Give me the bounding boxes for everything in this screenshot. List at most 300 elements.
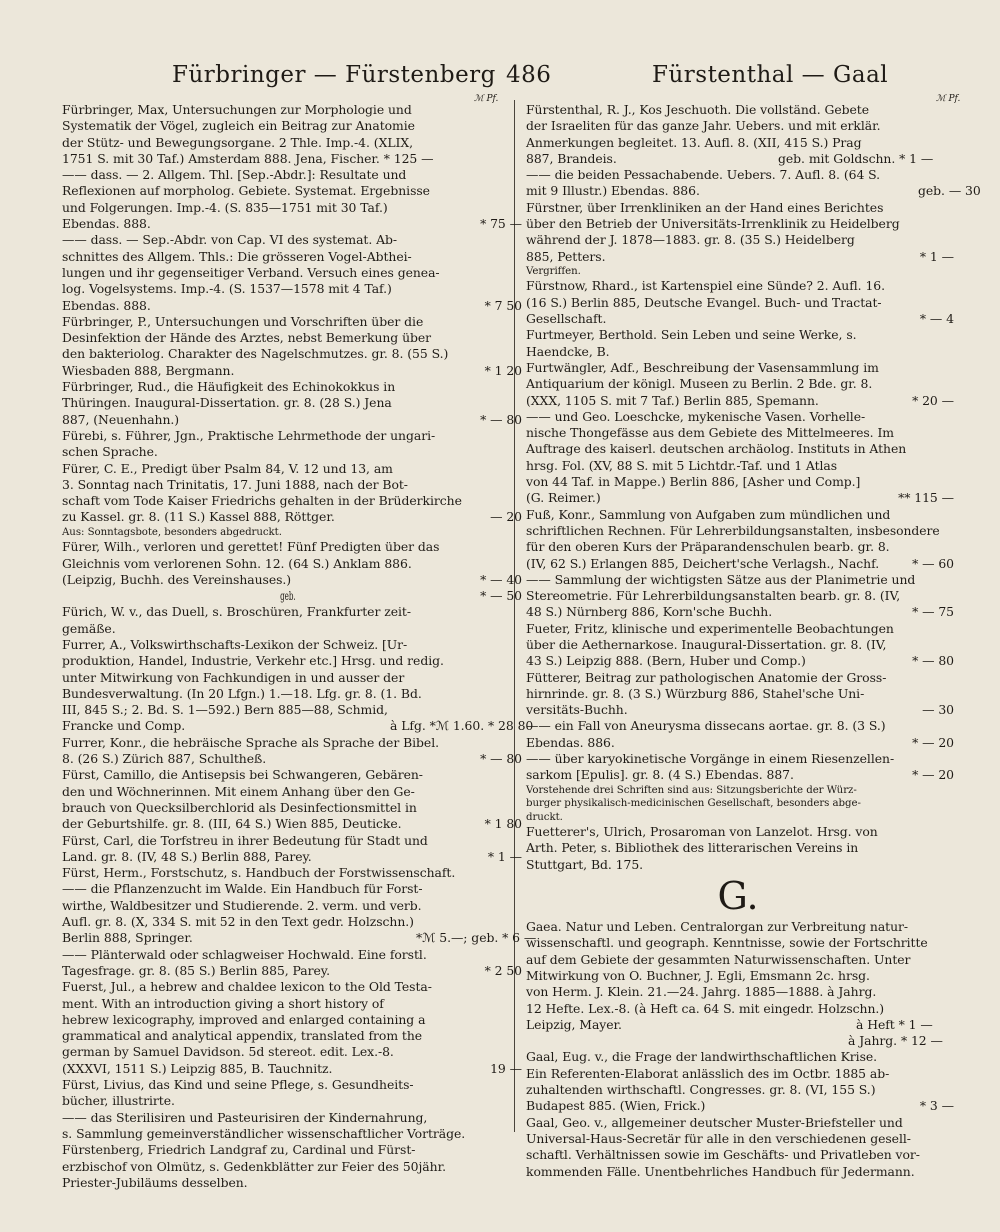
entry-text: Stuttgart, Bd. 175. <box>526 856 644 872</box>
entry-line <box>526 360 940 376</box>
entry-text: wirthe, Waldbesitzer und Studierende. 2. verm. und verb. <box>62 897 422 913</box>
entry-text: Furrer, Konr., die hebräische Sprache als Sprache der Bibel. <box>62 734 440 750</box>
entry-line <box>62 346 514 362</box>
entry-text: Fürst, Carl, die Torfstreu in ihrer Bedeutung für Stadt und <box>62 832 428 848</box>
entry-text: für den oberen Kurs der Präparandenschulen bearb. gr. 8. <box>526 539 890 555</box>
entry-line <box>526 425 940 441</box>
entry-text: Fürst, Herm., Forstschutz, s. Handbuch der Forstwissenschaft. <box>62 865 456 881</box>
entry-line <box>62 1126 514 1142</box>
price: à Heft * 1 — <box>856 1016 933 1032</box>
entry-line <box>526 637 940 653</box>
entry-text: Fürstenberg, Friedrich Landgraf zu, Cardinal und Fürst- <box>62 1142 416 1158</box>
entry-text: brauch von Quecksilberchlorid als Desinfectionsmittel in <box>62 799 417 815</box>
price: * 2 50 <box>484 962 522 978</box>
entry-text: —— die beiden Pessachabende. Uebers. 7. Aufl. 8. (64 S. <box>526 167 881 183</box>
entry-text: schaftl. Verhältnissen sowie im Geschäfts- und Privatleben vor- <box>526 1147 920 1163</box>
price: * 1 — <box>487 848 522 864</box>
entry-line <box>62 200 514 216</box>
entry-line <box>62 996 514 1012</box>
entry-text: —— die Pflanzenzucht im Walde. Ein Handbuch für Forst- <box>62 881 423 897</box>
price: * 75 — <box>480 216 522 232</box>
entry-line <box>62 767 514 783</box>
entry-text: Gaea. Natur und Leben. Centralorgan zur Verbreitung natur- <box>526 919 909 935</box>
entry-line <box>526 968 940 984</box>
entry-text: (G. Reimer.) <box>526 490 601 506</box>
entry-text: sarkom [Epulis]. gr. 8. (4 S.) Ebendas. 887. <box>526 767 794 783</box>
entry-line <box>62 1060 522 1077</box>
entry-text: Anmerkungen begleitet. 13. Aufl. 8. (XII, 415 S.) Prag <box>526 134 862 150</box>
entry-line <box>62 1093 514 1109</box>
left-column <box>62 102 537 1191</box>
entry-text: Universal-Haus-Secretär für alle in den verschiedenen gesell- <box>526 1130 911 1146</box>
entry-line <box>526 935 940 951</box>
entry-text: Vorstehende drei Schriften sind aus: Sitzungsberichte der Würz- <box>526 784 857 796</box>
entry-text: und Folgerungen. Imp.-4. (S. 835—1751 mit 30 Taf.) <box>62 199 388 215</box>
entry-text: Tagesfrage. gr. 8. (85 S.) Berlin 885, Parey. <box>62 962 330 978</box>
entry-line <box>526 767 954 783</box>
entry-text: (16 S.) Berlin 885, Deutsche Evangel. Buch- und Tractat- <box>526 294 882 310</box>
entry-line <box>526 311 954 327</box>
entry-line <box>62 604 514 620</box>
entry-text: schriftlichen Rechnen. Für Lehrerbildungsanstalten, insbesondere <box>526 522 940 538</box>
entry-line <box>62 751 522 767</box>
entry-text: Ein Referenten-Elaborat anlässlich des im Octbr. 1885 ab- <box>526 1065 890 1081</box>
entry-text: über die Aethernarkose. Inaugural-Dissertation. gr. 8. (IV, <box>526 637 887 652</box>
entry-text: 887, Brandeis. <box>526 150 617 166</box>
entry-line <box>62 477 514 493</box>
entry-line <box>62 1110 514 1126</box>
price: * 1 — <box>919 248 954 264</box>
price: * — 40 <box>480 571 522 587</box>
price: * 20 — <box>912 392 954 408</box>
entry-line <box>526 919 940 935</box>
entry-line <box>62 930 537 946</box>
entry-line <box>526 702 954 718</box>
entry-line <box>62 1028 514 1044</box>
entry-text: Fuerst, Jul., a hebrew and chaldee lexicon to the Old Testa- <box>62 979 432 995</box>
entry-line <box>62 833 514 849</box>
entry-text: Fuetterer's, Ulrich, Prosaroman von Lanzelot. Hrsg. von <box>526 824 878 840</box>
entry-text: —— Plänterwald oder schlagweiser Hochwald. Eine forstl. <box>62 946 427 962</box>
entry-line <box>62 461 514 477</box>
entry-text: —— ein Fall von Aneurysma dissecans aortae. gr. 8. (3 S.) <box>526 718 886 734</box>
entry-text: Fütterer, Beitrag zur pathologischen Anatomie der Gross- <box>526 669 887 685</box>
price: * — 60 <box>912 555 954 571</box>
price: ** 115 — <box>898 490 954 506</box>
entry-text: 885, Petters. <box>526 248 606 264</box>
entry-line <box>526 200 940 216</box>
entry-text: 887, (Neuenhahn.) <box>62 411 180 427</box>
entry-text: wissenschaftl. und geograph. Kenntnisse, sowie der Fortschritte <box>526 935 928 951</box>
entry-line <box>526 151 940 167</box>
entry-line <box>526 1049 940 1065</box>
entry-line <box>62 686 514 702</box>
entry-line <box>62 979 514 995</box>
entry-text: Fürbringer, Max, Untersuchungen zur Morphologie und <box>62 102 412 117</box>
entry-text: Gaal, Geo. v., allgemeiner deutscher Muster-Briefsteller und <box>526 1114 903 1130</box>
price: * — 80 <box>912 653 954 669</box>
entry-line <box>62 865 514 881</box>
entry-text: Systematik der Vögel, zugleich ein Beitrag zur Anatomie <box>62 118 415 134</box>
entry-line <box>526 555 954 572</box>
entry-text: (Leipzig, Buchh. des Vereinshauses.) <box>62 571 292 587</box>
entry-text: kommenden Fälle. Unentbehrliches Handbuch für Jedermann. <box>526 1163 915 1179</box>
entry-line <box>526 1017 940 1033</box>
price: * — 50 <box>480 588 522 604</box>
entry-line <box>526 686 940 702</box>
price: geb. — 30 <box>918 183 981 199</box>
entry-text: s. Sammlung gemeinverständlicher wissenschaftlicher Vorträge. <box>62 1125 466 1141</box>
entry-line <box>62 670 514 686</box>
entry-line <box>526 216 940 232</box>
entry-line <box>526 102 940 118</box>
entry-line <box>526 718 940 734</box>
entry-text: der Geburtshilfe. gr. 8. (III, 64 S.) Wien 885, Deuticke. <box>62 816 402 832</box>
entry-text: Bundesverwaltung. (In 20 Lfgn.) 1.—18. Lfg. gr. 8. (1. Bd. <box>62 685 422 701</box>
section-letter: G. <box>717 874 759 919</box>
entry-line <box>62 249 514 265</box>
entry-line <box>62 784 514 800</box>
currency-label-left: ℳ Pf. <box>474 94 499 104</box>
entry-text: Auftrage des kaiserl. deutschen archäolog. Instituts in Athen <box>526 441 907 457</box>
entry-line <box>526 232 940 248</box>
entry-line <box>62 898 514 914</box>
entry-line <box>62 637 514 653</box>
price: * — 20 <box>912 767 954 783</box>
entry-text: Desinfektion der Hände des Arztes, nebst Bemerkung über <box>62 330 432 346</box>
entry-text: 3. Sonntag nach Trinitatis, 17. Juni 1888, nach der Bot- <box>62 476 408 492</box>
entry-text: —— dass. — Sep.-Abdr. von Cap. VI des systemat. Ab- <box>62 232 398 248</box>
entry-text: Furtmeyer, Berthold. Sein Leben und seine Werke, s. <box>526 327 857 343</box>
entry-line <box>526 670 940 686</box>
entry-line <box>526 1082 940 1098</box>
price: * 7 50 <box>484 297 522 313</box>
entry-text: Wiesbaden 888, Bergmann. <box>62 362 235 378</box>
entry-line <box>62 314 514 330</box>
entry-line <box>526 1131 940 1147</box>
entry-line <box>62 914 514 930</box>
entry-text: Gesellschaft. <box>526 311 607 327</box>
entry-text: —— dass. — 2. Allgem. Thl. [Sep.-Abdr.]: Resultate und <box>62 167 407 183</box>
entry-line <box>526 441 940 457</box>
entry-line <box>62 556 514 572</box>
entry-line <box>526 295 940 311</box>
entry-text: Fürer, C. E., Predigt über Psalm 84, V. 12 und 13, am <box>62 460 393 476</box>
entry-line <box>62 848 522 865</box>
note-line <box>526 811 940 825</box>
entry-text: ment. With an introduction giving a short history of <box>62 995 384 1011</box>
note-line <box>62 526 514 540</box>
price: * — 80 <box>480 751 522 767</box>
entry-line <box>62 735 514 751</box>
entry-line <box>62 183 514 199</box>
entry-text: —— Sammlung der wichtigsten Sätze aus der Planimetrie und <box>526 571 916 587</box>
entry-line <box>526 1147 940 1163</box>
entry-text: Fürer, Wilh., verloren und gerettet! Fünf Predigten über das <box>62 539 440 555</box>
price: * — 75 <box>912 604 954 620</box>
entry-line <box>526 376 940 392</box>
price: * — 20 <box>912 734 954 750</box>
price: à Lfg. *ℳ 1.60. * 28 80 <box>390 718 534 734</box>
entry-line <box>62 135 514 151</box>
entry-line <box>62 216 522 232</box>
entry-line <box>526 523 940 539</box>
entry-text: Mitwirkung von O. Buchner, J. Egli, Emsmann 2c. hrsg. <box>526 967 870 983</box>
entry-text: über den Betrieb der Universitäts-Irrenklinik zu Heidelberg <box>526 216 900 232</box>
entry-text: Fürst, Livius, das Kind und seine Pflege, s. Gesundheits- <box>62 1077 414 1093</box>
price: — 30 <box>922 702 954 718</box>
entry-line <box>526 344 940 360</box>
price: * — 4 <box>919 311 954 327</box>
currency-label-right: ℳ Pf. <box>936 94 961 104</box>
entry-line <box>526 183 981 199</box>
entry-text: —— das Sterilisiren und Pasteurisiren der Kindernahrung, <box>62 1109 428 1125</box>
entry-text: Leipzig, Mayer. <box>526 1016 622 1032</box>
entry-line <box>526 167 940 183</box>
entry-line <box>62 395 514 411</box>
entry-text: Antiquarium der königl. Museen zu Berlin. 2 Bde. gr. 8. <box>526 376 873 392</box>
entry-text: 48 S.) Nürnberg 886, Korn'sche Buchh. <box>526 604 773 620</box>
entry-text: druckt. <box>526 811 563 823</box>
entry-text: Fürstner, über Irrenkliniken an der Hand eines Berichtes <box>526 199 884 215</box>
entry-text: Thüringen. Inaugural-Dissertation. gr. 8. (28 S.) Jena <box>62 395 392 411</box>
entry-line <box>526 392 954 409</box>
entry-text: bücher, illustrirte. <box>62 1093 175 1109</box>
page-number: 486 <box>506 62 552 88</box>
entry-line <box>526 409 940 425</box>
entry-line <box>526 1033 943 1049</box>
entry-text: grammatical and analytical appendix, translated from the <box>62 1028 423 1044</box>
entry-text: nische Thongefässe aus dem Gebiete des Mittelmeeres. Im <box>526 425 894 441</box>
entry-text: den bakteriolog. Charakter des Nagelschmutzes. gr. 8. (55 S.) <box>62 346 449 362</box>
entry-text: burger physikalisch-medicinischen Gesellschaft, besonders abge- <box>526 798 861 810</box>
price: *ℳ 5.—; geb. * 6 — <box>416 930 537 946</box>
entry-line <box>62 800 514 816</box>
entry-line <box>62 151 514 167</box>
entry-line <box>526 857 940 873</box>
entry-text: Francke und Comp. <box>62 718 186 734</box>
entry-text: den und Wöchnerinnen. Mit einem Anhang über den Ge- <box>62 783 415 799</box>
price: 19 — <box>490 1060 522 1076</box>
entry-text: Fueter, Fritz, klinische und experimentelle Beobachtungen <box>526 620 894 636</box>
entry-text: 1751 S. mit 30 Taf.) Amsterdam 888. Jena, Fischer. * 125 — <box>62 150 434 166</box>
right-column-entries <box>526 102 981 873</box>
entry-line <box>526 734 954 751</box>
entry-text: gemäße. <box>62 620 116 636</box>
entry-line <box>62 428 514 444</box>
running-header-left: Fürbringer — Fürstenberg <box>172 62 496 88</box>
entry-line <box>526 118 940 134</box>
entry-line <box>526 539 940 555</box>
entry-line <box>62 493 514 509</box>
price: * 3 — <box>919 1098 954 1114</box>
entry-line <box>62 653 514 669</box>
entry-text: german by Samuel Davidson. 5d stereot. edit. Lex.-8. <box>62 1044 394 1060</box>
entry-text: Aufl. gr. 8. (X, 334 S. mit 52 in den Text gedr. Holzschn.) <box>62 914 414 930</box>
entry-text: 8. (26 S.) Zürich 887, Schultheß. <box>62 751 267 767</box>
entry-text: mit 9 Illustr.) Ebendas. 886. <box>526 183 700 199</box>
entry-text: schnittes des Allgem. Thls.: Die grösseren Vogel-Abthei- <box>62 248 412 264</box>
price: * 1 80 <box>484 816 522 832</box>
entry-line <box>62 411 522 428</box>
entry-line <box>526 840 940 856</box>
entry-text: Arth. Peter, s. Bibliothek des litterarischen Vereins in <box>526 840 859 856</box>
entry-line <box>62 621 514 637</box>
entry-line <box>526 474 940 490</box>
entry-line <box>62 379 514 395</box>
entry-line <box>526 984 940 1000</box>
entry-text: auf dem Gebiete der gesammten Naturwissenschaften. Unter <box>526 951 911 967</box>
entry-text: von Herm. J. Klein. 21.—24. Jahrg. 1885—1888. à Jahrg. <box>526 984 877 1000</box>
entry-line <box>526 824 940 840</box>
entry-line <box>62 232 514 248</box>
entry-text: Stereometrie. Für Lehrerbildungsanstalten bearb. gr. 8. (IV, <box>526 588 901 604</box>
entry-text: zuhaltenden wirthschaftl. Congresses. gr. 8. (VI, 155 S.) <box>526 1082 876 1098</box>
entry-line <box>526 572 940 588</box>
entry-text: Gaal, Eug. v., die Frage der landwirthschaftlichen Krise. <box>526 1049 878 1065</box>
entry-text: schen Sprache. <box>62 444 158 460</box>
entry-text: erzbischof von Olmütz, s. Gedenkblätter zur Feier des 50jähr. <box>62 1158 446 1174</box>
entry-line <box>526 1164 940 1180</box>
entry-line <box>62 1044 514 1060</box>
price: geb. mit Goldschn. * 1 — <box>778 150 934 166</box>
entry-text: Berlin 888, Springer. <box>62 930 193 946</box>
entry-line <box>62 588 522 604</box>
entry-text: Ebendas. 888. <box>62 216 151 232</box>
entry-text: Fürstenthal, R. J., Kos Jeschuoth. Die vollständ. Gebete <box>526 102 869 117</box>
entry-text: Fürstnow, Rhard., ist Kartenspiel eine Sünde? 2. Aufl. 16. <box>526 278 886 294</box>
entry-line <box>526 588 940 604</box>
entry-line <box>62 265 514 281</box>
entry-text: hirnrinde. gr. 8. (3 S.) Würzburg 886, Stahel'sche Uni- <box>526 685 865 701</box>
entry-line <box>62 718 534 734</box>
entry-text: Fürich, W. v., das Duell, s. Broschüren, Frankfurter zeit- <box>62 604 411 620</box>
entry-line <box>62 571 522 588</box>
running-header-right: Fürstenthal — Gaal <box>652 62 889 88</box>
entry-line <box>62 118 514 134</box>
entry-line <box>526 952 940 968</box>
entry-text: Fürebi, s. Führer, Jgn., Praktische Lehrmethode der ungari- <box>62 427 436 443</box>
entry-text: Gleichnis vom verlorenen Sohn. 12. (64 S.) Anklam 886. <box>62 555 412 571</box>
entry-line <box>526 751 940 767</box>
entry-line <box>526 653 954 669</box>
entry-line <box>62 1175 514 1191</box>
entry-line <box>62 1142 514 1158</box>
entry-text: von 44 Taf. in Mappe.) Berlin 886, [Asher und Comp.] <box>526 474 861 490</box>
entry-text: Priester-Jubiläums desselben. <box>62 1174 248 1190</box>
entry-line <box>526 1066 940 1082</box>
entry-line <box>526 1115 940 1131</box>
entry-text: der Israeliten für das ganze Jahr. Uebers. und mit erklär. <box>526 118 881 134</box>
entry-line <box>526 327 940 343</box>
entry-text: —— über karyokinetische Vorgänge in einem Riesenzellen- <box>526 751 895 767</box>
note-line <box>526 265 940 279</box>
entry-text: Fürst, Camillo, die Antisepsis bei Schwangeren, Gebären- <box>62 767 423 783</box>
entry-text: Fürbringer, P., Untersuchungen und Vorschriften über die <box>62 313 424 329</box>
entry-text: Aus: Sonntagsbote, besonders abgedruckt. <box>62 526 282 538</box>
price: à Jahrg. * 12 — <box>848 1033 943 1049</box>
entry-text: hrsg. Fol. (XV, 88 S. mit 5 Lichtdr.-Taf. und 1 Atlas <box>526 457 838 473</box>
entry-text: während der J. 1878—1883. gr. 8. (35 S.) Heidelberg <box>526 232 855 248</box>
entry-text: Vergriffen. <box>526 265 581 277</box>
entry-text: (IV, 62 S.) Erlangen 885, Deichert'sche Verlagsh., Nachf. <box>526 555 880 571</box>
entry-line <box>526 507 940 523</box>
entry-line <box>526 604 954 620</box>
entry-text: —— und Geo. Loeschcke, mykenische Vasen. Vorhelle- <box>526 408 866 424</box>
entry-line <box>526 1001 940 1017</box>
entry-text: Ebendas. 888. <box>62 297 151 313</box>
entry-line <box>62 444 514 460</box>
entry-line <box>62 1012 514 1028</box>
note-line <box>526 784 940 798</box>
entry-line <box>62 962 522 979</box>
entry-line <box>62 362 522 379</box>
entry-text: unter Mitwirkung von Fachkundigen in und ausser der <box>62 669 405 685</box>
right-column <box>526 102 981 1180</box>
entry-text: 12 Hefte. Lex.-8. (à Heft ca. 64 S. mit eingedr. Holzschn.) <box>526 1000 885 1016</box>
entry-text: Reflexionen auf morpholog. Gebiete. Systemat. Ergebnisse <box>62 183 430 199</box>
entry-text: Furrer, A., Volkswirthschafts-Lexikon der Schweiz. [Ur- <box>62 637 408 652</box>
entry-line <box>526 458 940 474</box>
entry-line <box>526 621 940 637</box>
entry-text: lungen und ihr gegenseitiger Verband. Versuch eines genea- <box>62 264 440 280</box>
entry-line <box>62 330 514 346</box>
entry-line <box>526 135 940 151</box>
entry-line <box>62 947 514 963</box>
entry-text: hebrew lexicography, improved and enlarged containing a <box>62 1011 426 1027</box>
entry-line <box>62 816 522 832</box>
entry-text: Budapest 885. (Wien, Frick.) <box>526 1098 706 1114</box>
entry-line <box>526 1098 954 1114</box>
entry-text: versitäts-Buchh. <box>526 702 628 718</box>
price: * — 80 <box>480 411 522 427</box>
entry-text: Ebendas. 886. <box>526 734 615 750</box>
entry-line <box>62 102 514 118</box>
entry-text: (XXX, 1105 S. mit 7 Taf.) Berlin 885, Spemann. <box>526 392 819 408</box>
right-column-g-entries <box>526 919 954 1180</box>
entry-line <box>526 490 954 506</box>
entry-line <box>526 248 954 265</box>
entry-line <box>62 297 522 314</box>
entry-text: Haendcke, B. <box>526 343 610 359</box>
entry-line <box>62 1159 514 1175</box>
entry-text: Land. gr. 8. (IV, 48 S.) Berlin 888, Parey. <box>62 848 312 864</box>
price: — 20 <box>490 509 522 525</box>
entry-text: geb. <box>280 588 296 604</box>
entry-text: der Stütz- und Bewegungsorgane. 2 Thle. Imp.-4. (XLIX, <box>62 134 414 150</box>
note-line <box>526 797 940 811</box>
entry-text: log. Vogelsystems. Imp.-4. (S. 1537—1578 mit 4 Taf.) <box>62 281 392 297</box>
price: * 1 20 <box>484 362 522 378</box>
entry-text: Furtwängler, Adf., Beschreibung der Vasensammlung im <box>526 359 879 375</box>
entry-text: III, 845 S.; 2. Bd. S. 1—592.) Bern 885—88, Schmid, <box>62 702 388 718</box>
entry-line <box>62 509 522 525</box>
entry-line <box>62 281 514 297</box>
entry-text: produktion, Handel, Industrie, Verkehr etc.] Hrsg. und redig. <box>62 653 444 669</box>
entry-text: schaft vom Tode Kaiser Friedrichs gehalten in der Brüderkirche <box>62 493 462 509</box>
entry-line <box>62 167 514 183</box>
entry-text: (XXXVI, 1511 S.) Leipzig 885, B. Tauchnitz. <box>62 1060 333 1076</box>
entry-line <box>62 1077 514 1093</box>
entry-text: Fuß, Konr., Sammlung von Aufgaben zum mündlichen und <box>526 506 891 522</box>
entry-line <box>62 539 514 555</box>
entry-line <box>526 278 940 294</box>
entry-line <box>62 702 514 718</box>
entry-text: 43 S.) Leipzig 888. (Bern, Huber und Comp.) <box>526 653 806 669</box>
entry-text: Fürbringer, Rud., die Häufigkeit des Echinokokkus in <box>62 379 396 395</box>
entry-line <box>62 881 514 897</box>
entry-text: zu Kassel. gr. 8. (11 S.) Kassel 888, Röttger. <box>62 509 335 525</box>
